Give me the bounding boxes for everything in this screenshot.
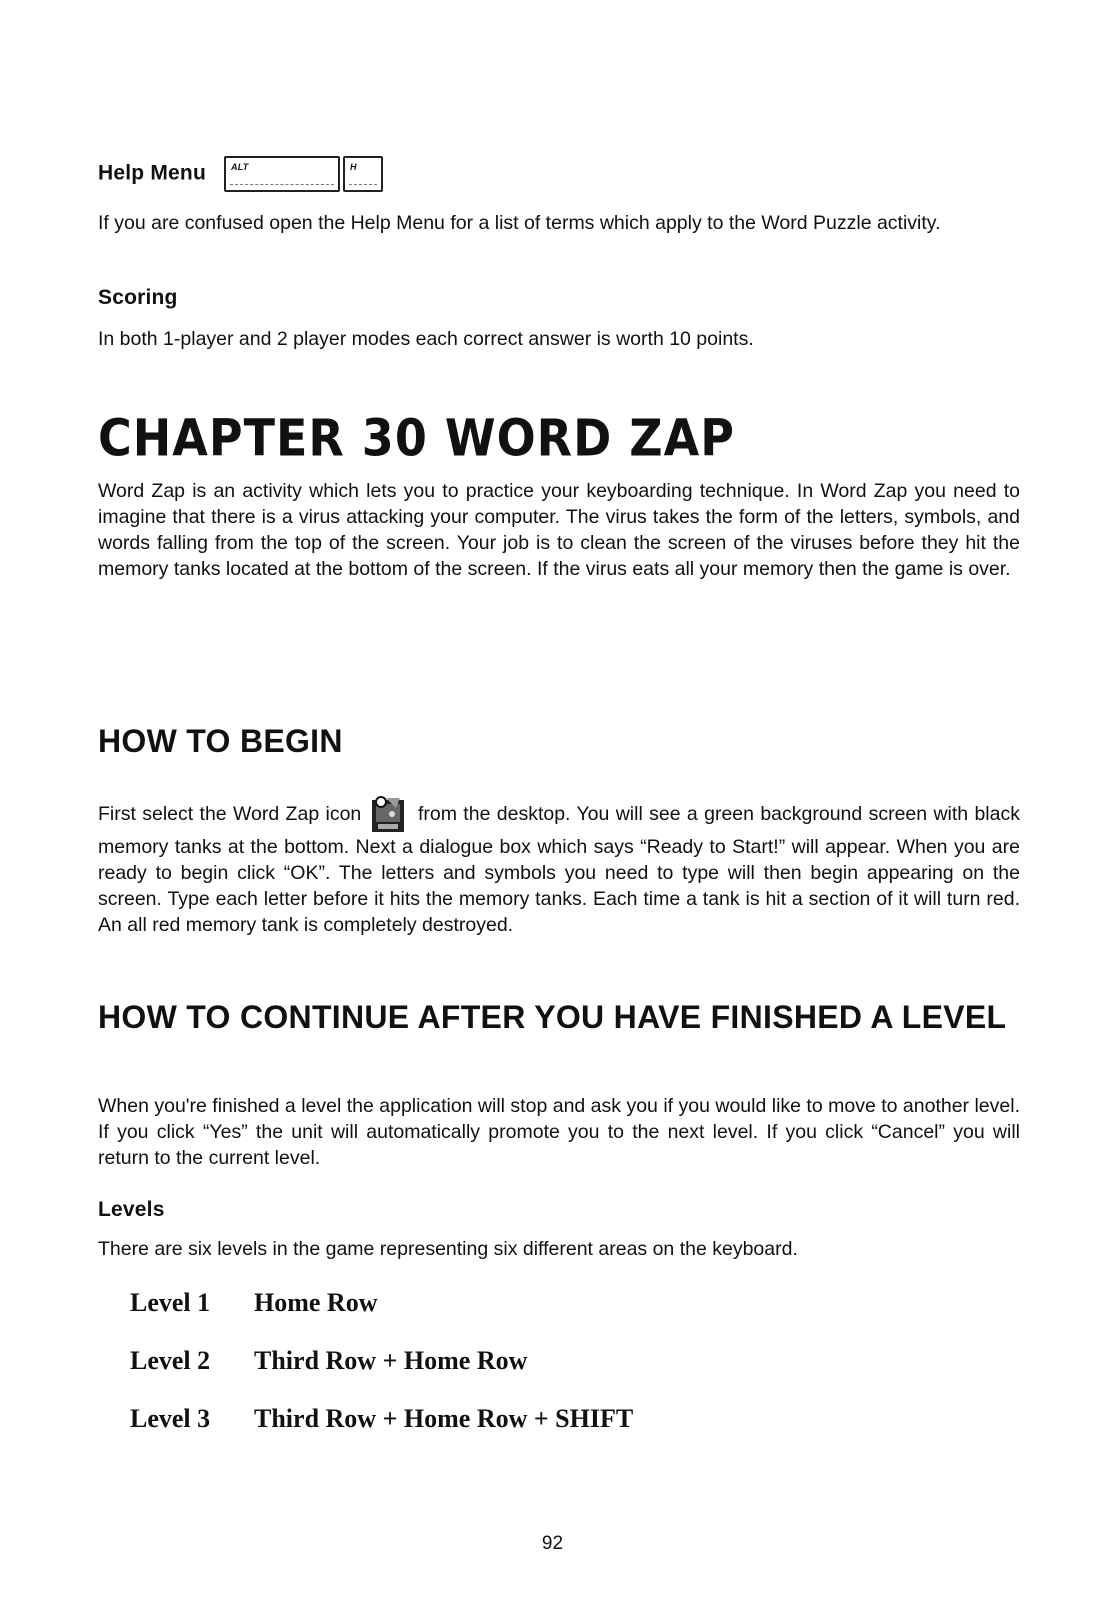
help-menu-heading: Help Menu ALT H (98, 156, 383, 192)
page-number: 92 (541, 1533, 564, 1554)
level-desc: Third Row + Home Row (254, 1346, 528, 1375)
level-item (130, 1288, 377, 1318)
levels-heading: Levels (98, 1198, 165, 1221)
how-to-continue-heading: HOW TO CONTINUE AFTER YOU HAVE FINISHED A LEVEL (98, 999, 1007, 1035)
help-menu-text: If you are confused open the Help Menu for a list of terms which apply to the Word Puzzle activity. (98, 212, 941, 234)
scoring-heading: Scoring (98, 286, 178, 309)
level-desc: Home Row (254, 1288, 378, 1317)
word-zap-icon (370, 794, 406, 834)
how-to-continue-text: When you're finished a level the application will stop and ask you if you would like to move to another level. If you click “Yes” the unit will automatically promote you to the next level. If you click “Cancel” you will return to the current level. (98, 1095, 1020, 1169)
level-item (130, 1346, 527, 1376)
level-label: Level 1 (130, 1288, 211, 1317)
how-to-begin-text: First select the Word Zap icon from the desktop. You will see a green background screen with black memory tanks at the bottom. Next a dialogue box which says “Ready to Start!” will appear. When you are ready to begin click “OK”. The letters and symbols you need to type will then begin appearing on the screen. Type each letter before it hits the memory tanks. Each time a tank is hit a section of it will turn red. An all red memory tank is completely destroyed. (98, 794, 1020, 938)
level-label: Level 2 (130, 1346, 211, 1375)
scoring-text: In both 1-player and 2 player modes each correct answer is worth 10 points. (98, 328, 754, 350)
how-to-begin-heading: HOW TO BEGIN (98, 723, 343, 759)
h-key-icon: H (343, 156, 383, 192)
level-desc: Third Row + Home Row + SHIFT (254, 1404, 634, 1433)
alt-key-icon: ALT (224, 156, 340, 192)
chapter-title: CHAPTER 30 WORD ZAP (98, 408, 735, 468)
level-label: Level 3 (130, 1404, 211, 1433)
chapter-intro: Word Zap is an activity which lets you to practice your keyboarding technique. In Word Zap you need to imagine that there is a virus attacking your computer. The virus takes the form of the letters, symbols, and words falling from the top of the screen. Your job is to clean the screen of the viruses before they hit the memory tanks located at the bottom of the screen. If the virus eats all your memory then the game is over. (98, 480, 1020, 580)
levels-text: There are six levels in the game representing six different areas on the keyboard. (98, 1238, 798, 1260)
level-item (130, 1404, 633, 1434)
